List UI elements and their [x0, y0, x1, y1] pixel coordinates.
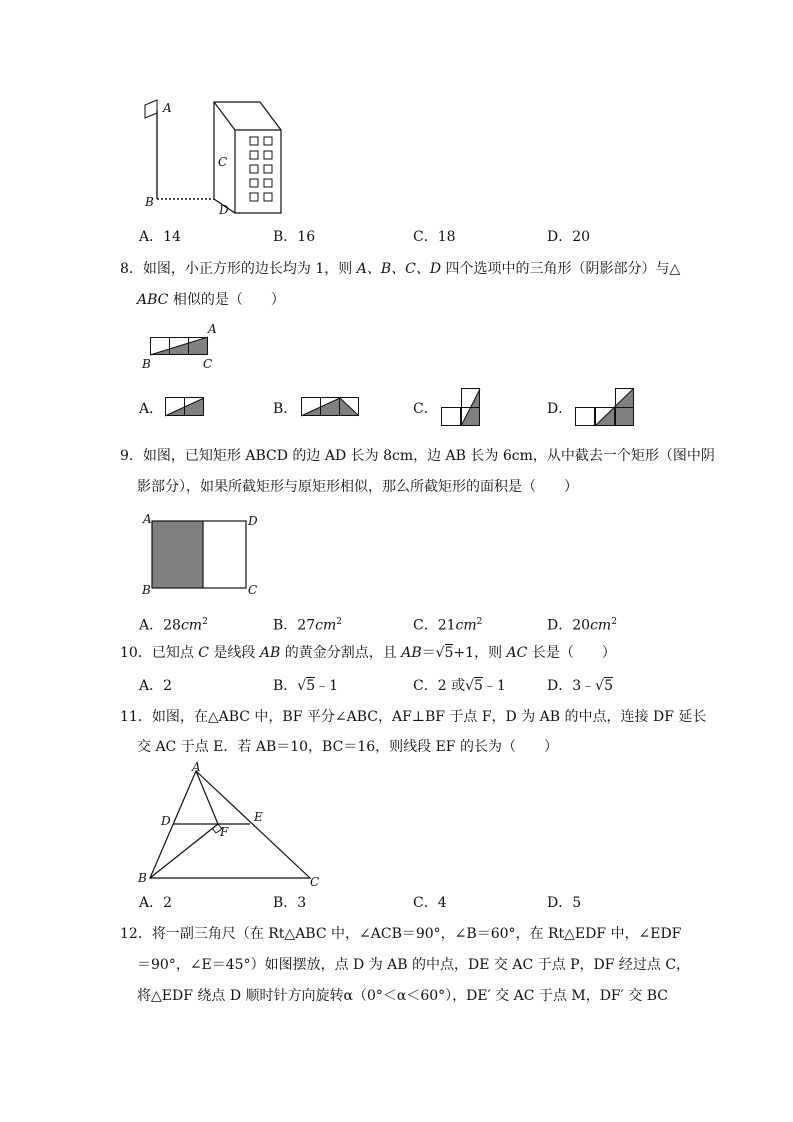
q11-option-a[interactable]: A．2 — [139, 895, 173, 911]
q9-option-a[interactable]: A．$28cm^2$ — [139, 617, 208, 634]
q9-option-d[interactable]: D．$20cm^2$ — [547, 617, 617, 634]
q11-label-f: F — [220, 825, 229, 839]
q10-option-a[interactable]: A．2 — [139, 678, 173, 694]
q10-option-c[interactable]: C．2 或√5﹣1 — [413, 678, 506, 694]
q7-option-c[interactable]: C．18 — [413, 229, 456, 245]
q10-option-b[interactable]: B．√5﹣1 — [273, 678, 339, 694]
q8-label-c: C — [203, 357, 213, 371]
q7-label-d: D — [219, 203, 229, 217]
q8-stem-line1: 8．如图，小正方形的边长均为 1，则 A、B、C、D 四个选项中的三角形（阴影部分）与△ — [120, 261, 681, 277]
q9-label-c: C — [248, 583, 258, 597]
q7-option-a[interactable]: A．14 — [139, 229, 181, 245]
q8-stem-line2: ABC 相似的是（ ） — [137, 292, 285, 308]
q11-stem-line2: 交 AC 于点 E．若 AB＝10，BC＝16，则线段 EF 的长为（ ） — [137, 739, 558, 755]
q12-stem-line1: 12．将一副三角尺（在 Rt△ABC 中，∠ACB＝90°，∠B＝60°，在 Rt△EDF 中，∠EDF — [120, 926, 682, 942]
q9-label-b: B — [142, 583, 151, 597]
q7-label-b: B — [145, 195, 154, 209]
sqrt-icon: √ — [465, 678, 474, 694]
q9-label-d: D — [248, 514, 258, 528]
q12-stem-line2: ＝90°，∠E＝45°）如图摆放，点 D 为 AB 的中点，DE 交 AC 于点 P，DF 经过点 C， — [137, 957, 691, 973]
q9-option-b[interactable]: B．$27cm^2$ — [273, 617, 342, 634]
q11-option-b[interactable]: B．3 — [273, 895, 307, 911]
q12-stem-line3: 将△EDF 绕点 D 顺时针方向旋转α（0°＜α＜60°），DE′ 交 AC 于点 M，DF′ 交 BC — [137, 988, 668, 1004]
q8-option-b-figure[interactable] — [301, 397, 361, 417]
q7-label-c: C — [218, 155, 228, 169]
sqrt-icon: √ — [435, 645, 445, 661]
q8-option-c[interactable]: C． — [413, 401, 438, 417]
q8-option-a[interactable]: A． — [139, 401, 164, 417]
q9-figure — [150, 520, 250, 590]
q11-label-b: B — [138, 871, 147, 885]
q11-option-d[interactable]: D．5 — [547, 895, 582, 911]
q10-option-d[interactable]: D．3﹣√5 — [547, 678, 613, 694]
q11-label-d: D — [161, 814, 171, 828]
sqrt-icon: √ — [297, 678, 307, 694]
q7-label-a: A — [163, 101, 172, 115]
q9-stem-line1: 9．如图，已知矩形 ABCD 的边 AD 长为 8cm，边 AB 长为 6cm，从中截去一个矩形（图中阴 — [120, 448, 715, 464]
q10-stem: 10．已知点 C 是线段 AB 的黄金分割点，且 AB＝√5+1，则 AC 长是（ ） — [120, 645, 616, 661]
sqrt-icon: √ — [595, 678, 605, 694]
q11-stem-line1: 11．如图，在△ABC 中，BF 平分∠ABC，AF⊥BF 于点 F，D 为 AB 的中点，连接 DF 延长 — [120, 709, 707, 725]
q8-figure — [150, 337, 210, 357]
q8-label-b: B — [142, 357, 151, 371]
q8-label-a: A — [208, 322, 217, 336]
q9-option-c[interactable]: C．$21cm^2$ — [413, 617, 483, 634]
q7-option-b[interactable]: B．16 — [273, 229, 316, 245]
q11-label-e: E — [254, 810, 263, 824]
q11-label-a: A — [192, 760, 201, 774]
q7-option-d[interactable]: D．20 — [547, 229, 591, 245]
q8-option-c-figure[interactable] — [441, 388, 481, 428]
q11-option-c[interactable]: C．4 — [413, 895, 447, 911]
q8-option-d-figure[interactable] — [575, 388, 635, 428]
q9-stem-line2: 影部分），如果所截矩形与原矩形相似，那么所截矩形的面积是（ ） — [137, 479, 578, 495]
q7-figure — [130, 95, 300, 215]
q9-label-a: A — [143, 512, 152, 526]
q8-option-a-figure[interactable] — [165, 397, 205, 417]
q8-option-d[interactable]: D． — [547, 401, 573, 417]
q8-option-b[interactable]: B． — [273, 401, 298, 417]
q11-label-c: C — [310, 875, 320, 889]
